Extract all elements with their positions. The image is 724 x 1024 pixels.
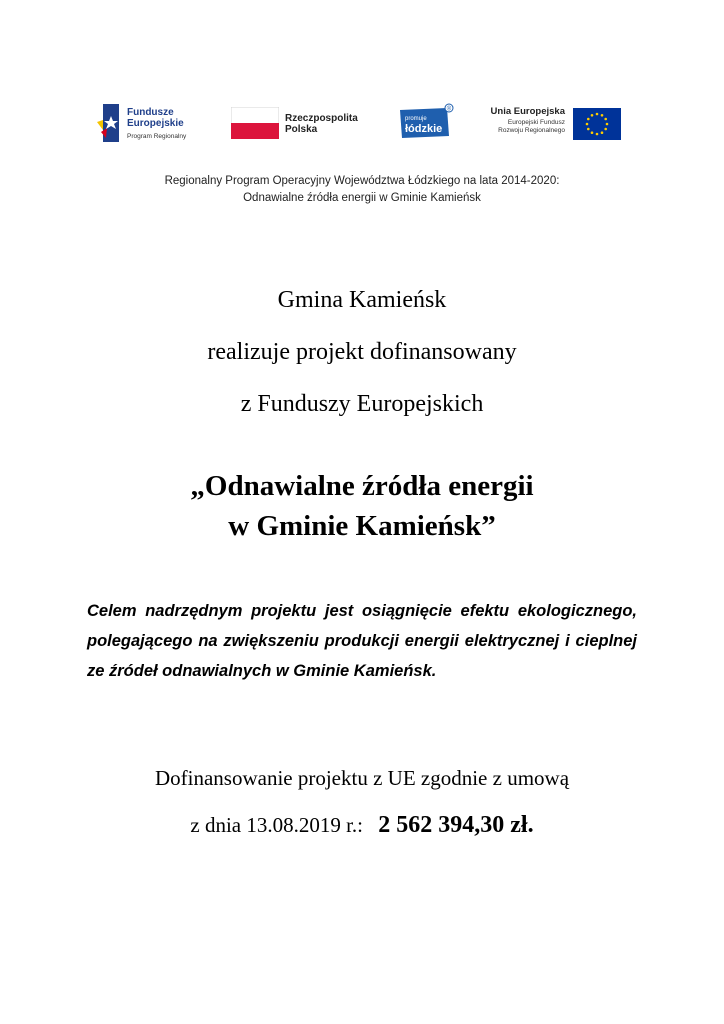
lodzkie-emblem-icon — [397, 100, 455, 146]
lodzkie-main-text: łódzkie — [405, 123, 443, 135]
ue-line1: Unia Europejska — [490, 106, 565, 117]
pl-line2: Polska — [285, 124, 318, 135]
eu-flag-icon — [573, 108, 621, 140]
fe-line3: Program Regionalny — [127, 133, 187, 140]
funding-line1: Dofinansowanie projektu z UE zgodnie z umową — [154, 766, 570, 790]
ue-line2: Europejski Fundusz — [507, 119, 565, 126]
logo-bar — [97, 100, 627, 146]
project-goal-paragraph: Celem nadrzędnym projektu jest osiągnięcie efektu ekologicznego, polegającego na zwiększeniu produkcji energii elektrycznej i cieplnej ze źródeł odnawialnych w Gminie Kamieńsk. — [87, 602, 637, 680]
project-title-line1: „Odnawialne źródła energii — [190, 470, 534, 502]
fundusze-europejskie-logo — [97, 100, 205, 146]
program-header-line2: Odnawialne źródła energii w Gminie Kamieńsk — [243, 192, 481, 204]
fe-emblem-icon — [97, 100, 125, 146]
rzeczpospolita-polska-logo — [231, 100, 371, 146]
funding-date: z dnia 13.08.2019 r.: — [190, 813, 364, 837]
project-title-line2: w Gminie Kamieńsk” — [228, 510, 496, 542]
funding-line2 — [0, 812, 724, 839]
lodzkie-logo — [397, 100, 455, 146]
svg-text:®: ® — [446, 106, 452, 113]
ue-line3: Rozwoju Regionalnego — [498, 127, 565, 134]
intro-line3: z Funduszy Europejskich — [240, 391, 484, 417]
pl-line1: Rzeczpospolita — [285, 113, 358, 124]
program-header-line1: Regionalny Program Operacyjny Województwa Łódzkiego na lata 2014-2020: — [164, 175, 560, 187]
lodzkie-small-text: promuje — [405, 116, 427, 122]
intro-line1: Gmina Kamieńsk — [277, 287, 447, 313]
intro-line2: realizuje projekt dofinansowany — [207, 339, 517, 365]
fe-line1: Fundusze — [127, 107, 174, 118]
funding-amount: 2 562 394,30 zł. — [378, 812, 534, 838]
polish-flag-icon — [231, 107, 279, 139]
unia-europejska-logo — [481, 100, 627, 146]
fe-line2: Europejskie — [127, 118, 184, 129]
